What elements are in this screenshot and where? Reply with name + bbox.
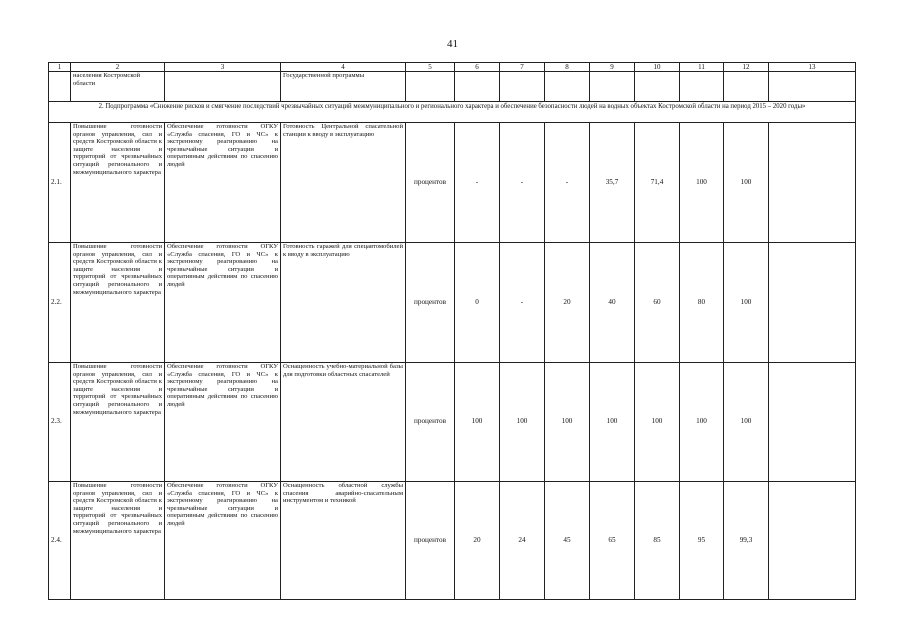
continuation-col4: Государственной программы xyxy=(281,72,406,102)
row-number: 2.1. xyxy=(49,123,71,243)
continuation-row xyxy=(49,72,856,102)
task-cell: Повышение готовности органов управления, сил и средств Костромской области к защите населения и территорий от чрезвычайных ситуаций регионального и межмуниципального характера xyxy=(71,363,165,482)
task-cell: Повышение готовности органов управления, сил и средств Костромской области к защите населения и территорий от чрезвычайных ситуаций регионального и межмуниципального характера xyxy=(71,482,165,600)
indicator-cell: Готовность Центральной спасательной станции к вводу в эксплуатацию xyxy=(281,123,406,243)
value-cell: 100 xyxy=(455,363,500,482)
unit-cell: процентов xyxy=(406,123,455,243)
page-number: 41 xyxy=(447,38,458,50)
table-row xyxy=(49,482,856,600)
value-cell: 100 xyxy=(724,363,769,482)
value-cell: 71,4 xyxy=(635,123,680,243)
col-header: 11 xyxy=(680,63,724,72)
task-cell: Повышение готовности органов управления, сил и средств Костромской области к защите населения и территорий от чрезвычайных ситуаций регионального и межмуниципального характера xyxy=(71,243,165,363)
col-header: 9 xyxy=(590,63,635,72)
value-cell: 100 xyxy=(590,363,635,482)
indicators-table xyxy=(48,62,856,600)
measure-cell: Обеспечение готовности ОГКУ «Служба спасения, ГО и ЧС» к экстренному реагированию на чрезвычайные ситуации и оперативным действиям по спасению людей xyxy=(165,363,281,482)
col-header: 1 xyxy=(49,63,71,72)
value-cell: 99,3 xyxy=(724,482,769,600)
value-cell: 80 xyxy=(680,243,724,363)
column-number-row xyxy=(49,63,856,72)
measure-cell: Обеспечение готовности ОГКУ «Служба спасения, ГО и ЧС» к экстренному реагированию на чрезвычайные ситуации и оперативным действиям по спасению людей xyxy=(165,482,281,600)
unit-cell: процентов xyxy=(406,243,455,363)
measure-cell: Обеспечение готовности ОГКУ «Служба спасения, ГО и ЧС» к экстренному реагированию на чрезвычайные ситуации и оперативным действиям по спасению людей xyxy=(165,123,281,243)
value-cell: - xyxy=(455,123,500,243)
value-cell: - xyxy=(500,243,545,363)
value-cell: 24 xyxy=(500,482,545,600)
row-number: 2.3. xyxy=(49,363,71,482)
col-header: 6 xyxy=(455,63,500,72)
col-header: 4 xyxy=(281,63,406,72)
col-header: 12 xyxy=(724,63,769,72)
note-cell xyxy=(769,363,856,482)
table-row xyxy=(49,243,856,363)
row-number: 2.2. xyxy=(49,243,71,363)
note-cell xyxy=(769,123,856,243)
indicator-cell: Оснащенность учебно-материальной базы для подготовки областных спасателей xyxy=(281,363,406,482)
note-cell xyxy=(769,482,856,600)
value-cell: 0 xyxy=(455,243,500,363)
col-header: 13 xyxy=(769,63,856,72)
indicator-cell: Оснащенность областной службы спасения аварийно-спасательным инструментом и техникой xyxy=(281,482,406,600)
subprogram-title: 2. Подпрограмма «Снижение рисков и смягчение последствий чрезвычайных ситуаций межмуниципального и регионального характера и обеспечение безопасности людей на водных объектах Костромской области на период 2015 – 2020 годы» xyxy=(49,102,856,123)
continuation-col2: населения Костромской области xyxy=(71,72,165,102)
value-cell: 100 xyxy=(500,363,545,482)
indicator-cell: Готовность гаражей для спецавтомобилей к вводу в эксплуатацию xyxy=(281,243,406,363)
value-cell: 40 xyxy=(590,243,635,363)
unit-cell: процентов xyxy=(406,482,455,600)
value-cell: 100 xyxy=(724,243,769,363)
value-cell: 100 xyxy=(680,363,724,482)
value-cell: 100 xyxy=(635,363,680,482)
col-header: 8 xyxy=(545,63,590,72)
subprogram-row xyxy=(49,102,856,123)
col-header: 5 xyxy=(406,63,455,72)
value-cell: 85 xyxy=(635,482,680,600)
col-header: 2 xyxy=(71,63,165,72)
value-cell: - xyxy=(545,123,590,243)
col-header: 7 xyxy=(500,63,545,72)
table-row xyxy=(49,363,856,482)
col-header: 10 xyxy=(635,63,680,72)
task-cell: Повышение готовности органов управления, сил и средств Костромской области к защите населения и территорий от чрезвычайных ситуаций регионального и межмуниципального характера xyxy=(71,123,165,243)
value-cell: 100 xyxy=(724,123,769,243)
value-cell: 60 xyxy=(635,243,680,363)
value-cell: - xyxy=(500,123,545,243)
col-header: 3 xyxy=(165,63,281,72)
value-cell: 45 xyxy=(545,482,590,600)
value-cell: 100 xyxy=(680,123,724,243)
value-cell: 20 xyxy=(545,243,590,363)
value-cell: 20 xyxy=(455,482,500,600)
value-cell: 100 xyxy=(545,363,590,482)
value-cell: 95 xyxy=(680,482,724,600)
value-cell: 65 xyxy=(590,482,635,600)
table-row xyxy=(49,123,856,243)
note-cell xyxy=(769,243,856,363)
value-cell: 35,7 xyxy=(590,123,635,243)
row-number: 2.4. xyxy=(49,482,71,600)
unit-cell: процентов xyxy=(406,363,455,482)
measure-cell: Обеспечение готовности ОГКУ «Служба спасения, ГО и ЧС» к экстренному реагированию на чрезвычайные ситуации и оперативным действиям по спасению людей xyxy=(165,243,281,363)
